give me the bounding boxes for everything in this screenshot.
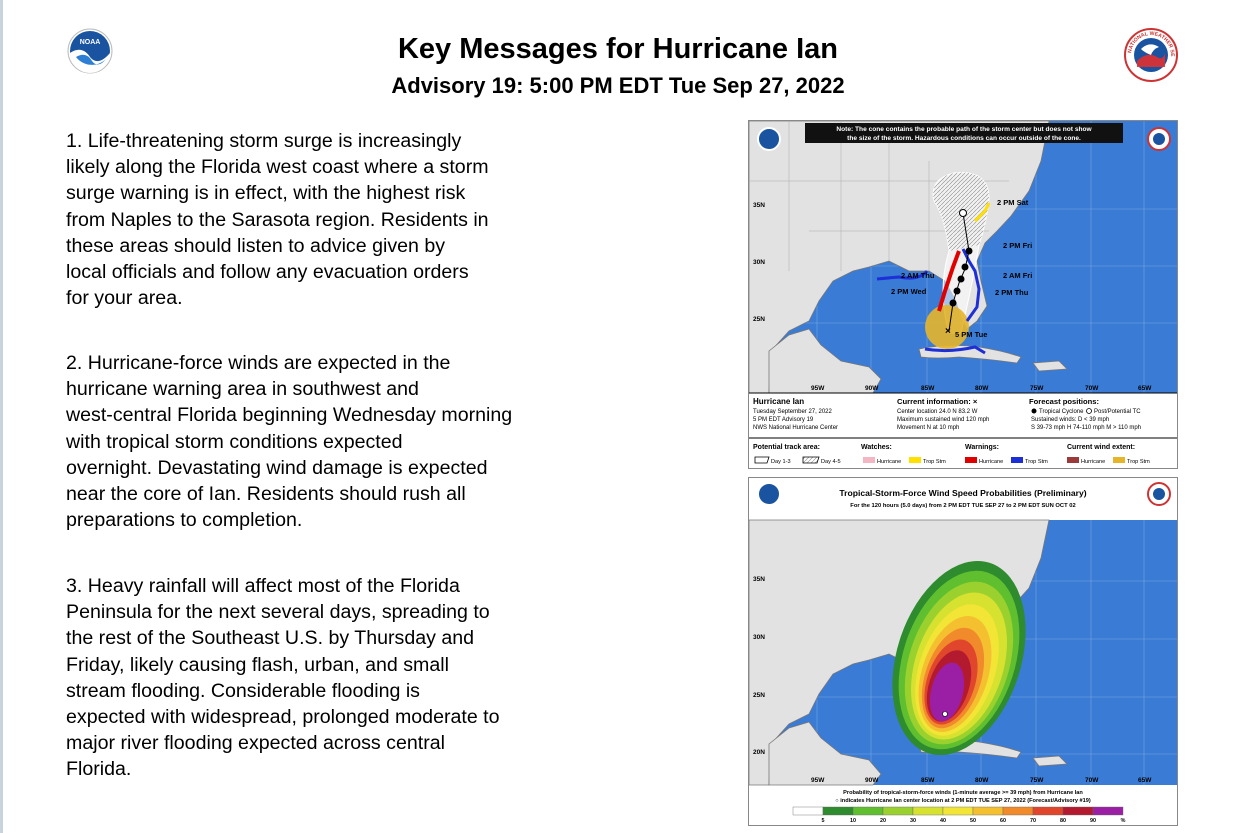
svg-text:S 39-73 mph H 74-110 mph M >: S 39-73 mph H 74-110 mph M > 110 mph [1031,425,1142,431]
scale-swatch [913,807,943,815]
svg-text:Trop Stm: Trop Stm [923,459,946,465]
svg-text:Hurricane: Hurricane [1081,459,1106,465]
svg-text:2 AM Thu: 2 AM Thu [901,271,935,280]
svg-text:80W: 80W [975,385,989,392]
wind-probability-map [749,478,1177,825]
left-border [0,0,3,833]
cone-note-line1: Note: The cone contains the probable path of the storm center but does not show [836,126,1092,133]
scale-label: 60 [1000,818,1006,824]
scale-swatch [823,807,853,815]
wind-probability-panel [748,477,1178,826]
svg-text:35N: 35N [753,202,765,209]
svg-text:Current wind extent:: Current wind extent: [1067,444,1136,451]
svg-text:Probability of tropical-storm-: Probability of tropical-storm-force winds (1-minute average >= 39 mph) from Hurricane Ian [843,790,1083,796]
svg-text:30N: 30N [753,634,765,641]
svg-text:NATIONAL WEATHER SERVICE: NATIONAL WEATHER SE [1127,30,1176,57]
svg-text:Tuesday September 27, 2022: Tuesday September 27, 2022 [753,409,832,415]
svg-text:Trop Stm: Trop Stm [1127,459,1150,465]
scale-label: 5 [821,818,825,824]
svg-text:2 PM Thu: 2 PM Thu [995,288,1029,297]
svg-text:NOAA: NOAA [79,39,101,46]
scale-swatch [943,807,973,815]
key-message-2: 2. Hurricane-force winds are expected in the hurricane warning area in southwest and west-central Florida beginning Wednesday morning with tropical storm conditions expected overnight. Devastating wind damage is expected near the core of Ian. Residents should rush all preparations to completion. [66,352,513,532]
cone-noaa-logo [758,128,780,150]
svg-text:×: × [945,326,951,337]
svg-text:Forecast positions:: Forecast positions: [1029,397,1100,406]
svg-text:95W: 95W [811,777,825,784]
cone-note-line2: the size of the storm. Hazardous conditions can occur outside of the cone. [847,135,1081,142]
svg-text:Hurricane: Hurricane [979,459,1004,465]
scale-swatch [883,807,913,815]
svg-text:85W: 85W [921,385,935,392]
svg-text:2 PM Sat: 2 PM Sat [997,198,1029,207]
prob-noaa-logo [758,483,780,505]
scale-label: 90 [1090,818,1096,824]
scale-label: 70 [1030,818,1036,824]
svg-text:85W: 85W [921,777,935,784]
svg-text:5 PM Tue: 5 PM Tue [955,330,988,339]
key-message-3: 3. Heavy rainfall will affect most of the Florida Peninsula for the next several days, spreading to the rest of the Southeast U.S. by Thursday and Friday, likely causing flash, urban, and small stream flooding. Considerable flooding is expected with widespread, prolonged moderate to major river flooding expected across central Florida. [66,575,500,781]
svg-text:Sustained winds: D < 39 mph: Sustained winds: D < 39 mph [1031,417,1110,423]
svg-text:95W: 95W [811,385,825,392]
scale-swatch [1033,807,1063,815]
scale-swatch [793,807,823,815]
scale-label: 50 [970,818,976,824]
svg-text:2 PM Wed: 2 PM Wed [891,287,927,296]
scale-label: 80 [1060,818,1066,824]
svg-text:75W: 75W [1030,777,1044,784]
svg-text:35N: 35N [753,576,765,583]
svg-text:25N: 25N [753,316,765,323]
svg-text:25N: 25N [753,692,765,699]
scale-swatch [973,807,1003,815]
svg-text:2 PM Fri: 2 PM Fri [1003,241,1033,250]
svg-text:Movement N at 10 mph: Movement N at 10 mph [897,425,960,431]
scale-swatch [1063,807,1093,815]
scale-swatch [1003,807,1033,815]
center-location-marker [943,712,948,717]
svg-text:Trop Stm: Trop Stm [1025,459,1048,465]
svg-text:75W: 75W [1030,385,1044,392]
svg-text:Maximum sustained wind 120 mph: Maximum sustained wind 120 mph [897,417,990,423]
svg-text:Watches:: Watches: [861,444,892,451]
svg-text:○ indicates Hurricane Ian cent: ○ indicates Hurricane Ian center location at 2 PM EDT TUE SEP 27, 2022 (Forecast/Advisory #19) [835,798,1091,804]
advisory-subtitle: Advisory 19: 5:00 PM EDT Tue Sep 27, 2022 [391,73,845,98]
svg-text:2 AM Fri: 2 AM Fri [1003,271,1033,280]
svg-text:Center location 24.0 N 83.2 W: Center location 24.0 N 83.2 W [897,409,978,415]
svg-text:NWS National Hurricane Center: NWS National Hurricane Center [753,425,839,431]
scale-label: 40 [940,818,946,824]
svg-text:Day 4-5: Day 4-5 [821,459,841,465]
svg-text:30N: 30N [753,259,765,266]
svg-text:70W: 70W [1085,385,1099,392]
scale-label: % [1120,818,1126,824]
scale-swatch [853,807,883,815]
scale-label: 10 [850,818,856,824]
svg-text:Warnings:: Warnings: [965,444,999,451]
svg-text:Post/Potential TC: Post/Potential TC [1094,409,1141,415]
scale-swatch [1093,807,1123,815]
cone-map [749,121,1177,468]
svg-text:70W: 70W [1085,777,1099,784]
scale-label: 20 [880,818,886,824]
svg-text:Hurricane: Hurricane [877,459,902,465]
svg-text:5 PM EDT Advisory 19: 5 PM EDT Advisory 19 [753,417,814,423]
svg-text:Tropical Cyclone: Tropical Cyclone [1039,409,1084,415]
svg-text:80W: 80W [975,777,989,784]
svg-text:20N: 20N [753,749,765,756]
svg-text:Current information: ×: Current information: × [897,397,978,406]
svg-text:90W: 90W [865,777,879,784]
svg-text:Day 1-3: Day 1-3 [771,459,791,465]
svg-text:Potential track area:: Potential track area: [753,444,820,451]
svg-text:Tropical-Storm-Force Wind Spee: Tropical-Storm-Force Wind Speed Probabilities (Preliminary) [839,488,1087,498]
cone-map-panel [748,120,1178,469]
page-title: Key Messages for Hurricane Ian [397,33,838,65]
svg-text:For the 120 hours (5.0 days) f: For the 120 hours (5.0 days) from 2 PM EDT TUE SEP 27 to 2 PM EDT SUN OCT 02 [850,503,1076,509]
key-message-1: 1. Life-threatening storm surge is increasingly likely along the Florida west coast where a storm surge warning is in effect, with the highest risk from Naples to the Sarasota region. Residents in these areas should listen to advice given by local officials and follow any evacuation orders for your area. [66,130,489,310]
svg-text:90W: 90W [865,385,879,392]
svg-text:65W: 65W [1138,777,1152,784]
scale-label: 30 [910,818,916,824]
svg-text:Hurricane Ian: Hurricane Ian [753,397,805,406]
svg-text:65W: 65W [1138,385,1152,392]
